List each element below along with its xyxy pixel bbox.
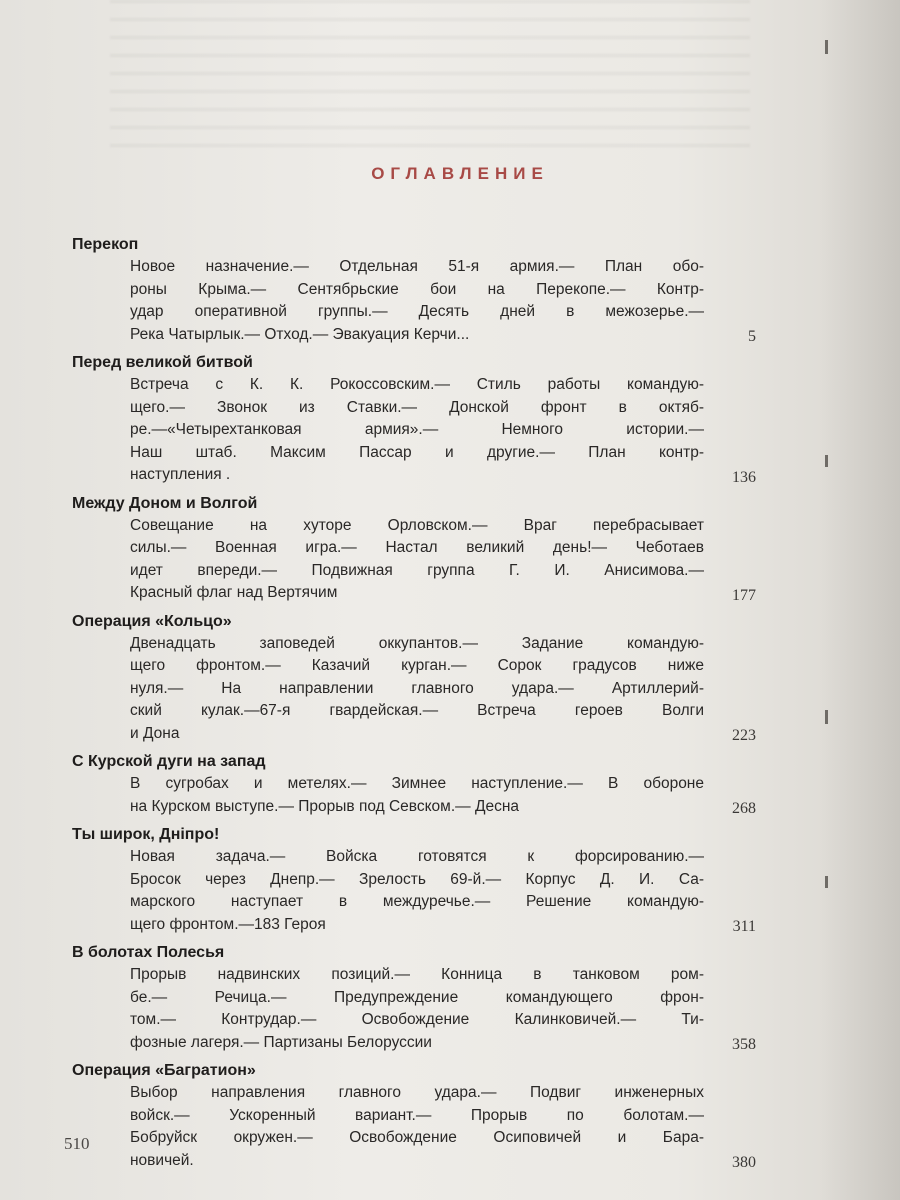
summary-line: войск.— Ускоренный вариант.— Прорыв по болотам.—: [130, 1106, 704, 1124]
summary-line: Встреча с К. К. Рокоссовским.— Стиль работы командую-: [130, 376, 704, 393]
summary-line: наступления .: [130, 466, 231, 483]
chapter-summary: [130, 964, 704, 1054]
summary-line: новичей.: [130, 1151, 194, 1169]
edge-mark: [825, 876, 828, 888]
chapter-summary: [130, 256, 704, 346]
edge-mark: [825, 40, 828, 54]
summary-line: фозные лагеря.— Партизаны Белоруссии: [130, 1033, 432, 1051]
chapter-title: Перед великой битвой: [72, 354, 253, 371]
chapter-page-number: 311: [732, 918, 756, 935]
summary-line: на Курском выступе.— Прорыв под Севском.— Десна: [130, 797, 519, 815]
toc-entry: [72, 751, 772, 818]
summary-line: Бобруйск окружен.— Освобождение Осиповичей и Бара-: [130, 1129, 704, 1146]
toc-entry: [72, 824, 772, 936]
chapter-summary: [130, 846, 704, 936]
toc-entry: [72, 352, 772, 487]
toc-entry: [72, 942, 772, 1054]
chapter-title: Операция «Багратион»: [72, 1062, 256, 1079]
chapter-summary: [130, 633, 704, 746]
summary-line: Красный флаг над Вертячим: [130, 584, 338, 601]
summary-line: Река Чатырлык.— Отход.— Эвакуация Керчи...: [130, 325, 470, 343]
summary-line: бе.— Речица.— Предупреждение командующего фрон-: [130, 988, 704, 1006]
summary-line: идет впереди.— Подвижная группа Г. И. Анисимова.—: [130, 561, 704, 579]
summary-line: роны Крыма.— Сентябрьские бои на Перекопе.— Контр-: [130, 280, 704, 298]
summary-line: Наш штаб. Максим Пассар и другие.— План контр-: [130, 443, 704, 461]
toc-heading: ОГЛАВЛЕНИЕ: [371, 164, 549, 183]
summary-line: Бросок через Днепр.— Зрелость 69-й.— Корпус Д. И. Са-: [130, 870, 704, 888]
summary-line: В сугробах и метелях.— Зимнее наступление.— В обороне: [130, 775, 704, 792]
summary-line: щего.— Звонок из Ставки.— Донской фронт в октяб-: [130, 398, 704, 416]
summary-line: марского наступает в междуречье.— Решение командую-: [130, 893, 704, 910]
chapter-summary: [130, 374, 704, 487]
chapter-page-number: 136: [732, 468, 756, 486]
chapter-title: С Курской дуги на запад: [72, 753, 266, 770]
summary-line: Выбор направления главного удара.— Подвиг инженерных: [130, 1084, 704, 1101]
edge-mark: [825, 455, 828, 467]
summary-line: Новое назначение.— Отдельная 51-я армия.— План обо-: [130, 258, 704, 275]
toc-entry: [72, 1060, 772, 1172]
folio-page-number: 510: [64, 1134, 90, 1153]
summary-line: Прорыв надвинских позиций.— Конница в танковом ром-: [130, 966, 704, 983]
summary-line: ре.—«Четырехтанковая армия».— Немного истории.—: [130, 421, 704, 438]
chapter-summary: [130, 1082, 704, 1172]
chapter-page-number: 223: [732, 727, 756, 744]
summary-line: ский кулак.—67-я гвардейская.— Встреча героев Волги: [130, 702, 704, 719]
summary-line: Двенадцать заповедей оккупантов.— Задание командую-: [130, 634, 704, 652]
summary-line: Новая задача.— Войска готовятся к форсированию.—: [130, 848, 704, 865]
summary-line: щего фронтом.— Казачий курган.— Сорок градусов ниже: [130, 657, 704, 674]
summary-line: удар оперативной группы.— Десять дней в межозерье.—: [130, 303, 704, 320]
edge-mark: [825, 710, 828, 724]
chapter-page-number: 358: [732, 1036, 756, 1053]
chapter-title: Операция «Кольцо»: [72, 612, 232, 630]
chapter-title: В болотах Полесья: [72, 944, 225, 961]
chapter-title: Между Доном и Волгой: [72, 494, 258, 512]
chapter-page-number: 177: [732, 586, 756, 604]
summary-line: щего фронтом.—183 Героя: [130, 915, 326, 933]
summary-line: силы.— Военная игра.— Настал великий день!— Чеботаев: [130, 539, 704, 556]
toc-entry: [72, 234, 772, 346]
toc-entry: [72, 493, 772, 605]
chapter-page-number: 5: [748, 328, 756, 345]
chapter-page-number: 380: [732, 1154, 756, 1171]
summary-line: нуля.— На направлении главного удара.— Артиллерий-: [130, 679, 704, 697]
chapter-summary: [130, 515, 704, 605]
toc-entry: [72, 611, 772, 746]
summary-line: том.— Контрудар.— Освобождение Калинковичей.— Ти-: [130, 1011, 704, 1028]
summary-line: Совещание на хуторе Орловском.— Враг перебрасывает: [130, 516, 704, 534]
table-of-contents: [72, 234, 772, 1178]
chapter-summary: [130, 773, 704, 818]
bleed-through-text: [110, 0, 750, 150]
chapter-title: Ты широк, Днiпро!: [72, 826, 220, 843]
summary-line: и Дона: [130, 724, 180, 742]
chapter-title: Перекоп: [72, 236, 139, 253]
chapter-page-number: 268: [732, 800, 756, 817]
